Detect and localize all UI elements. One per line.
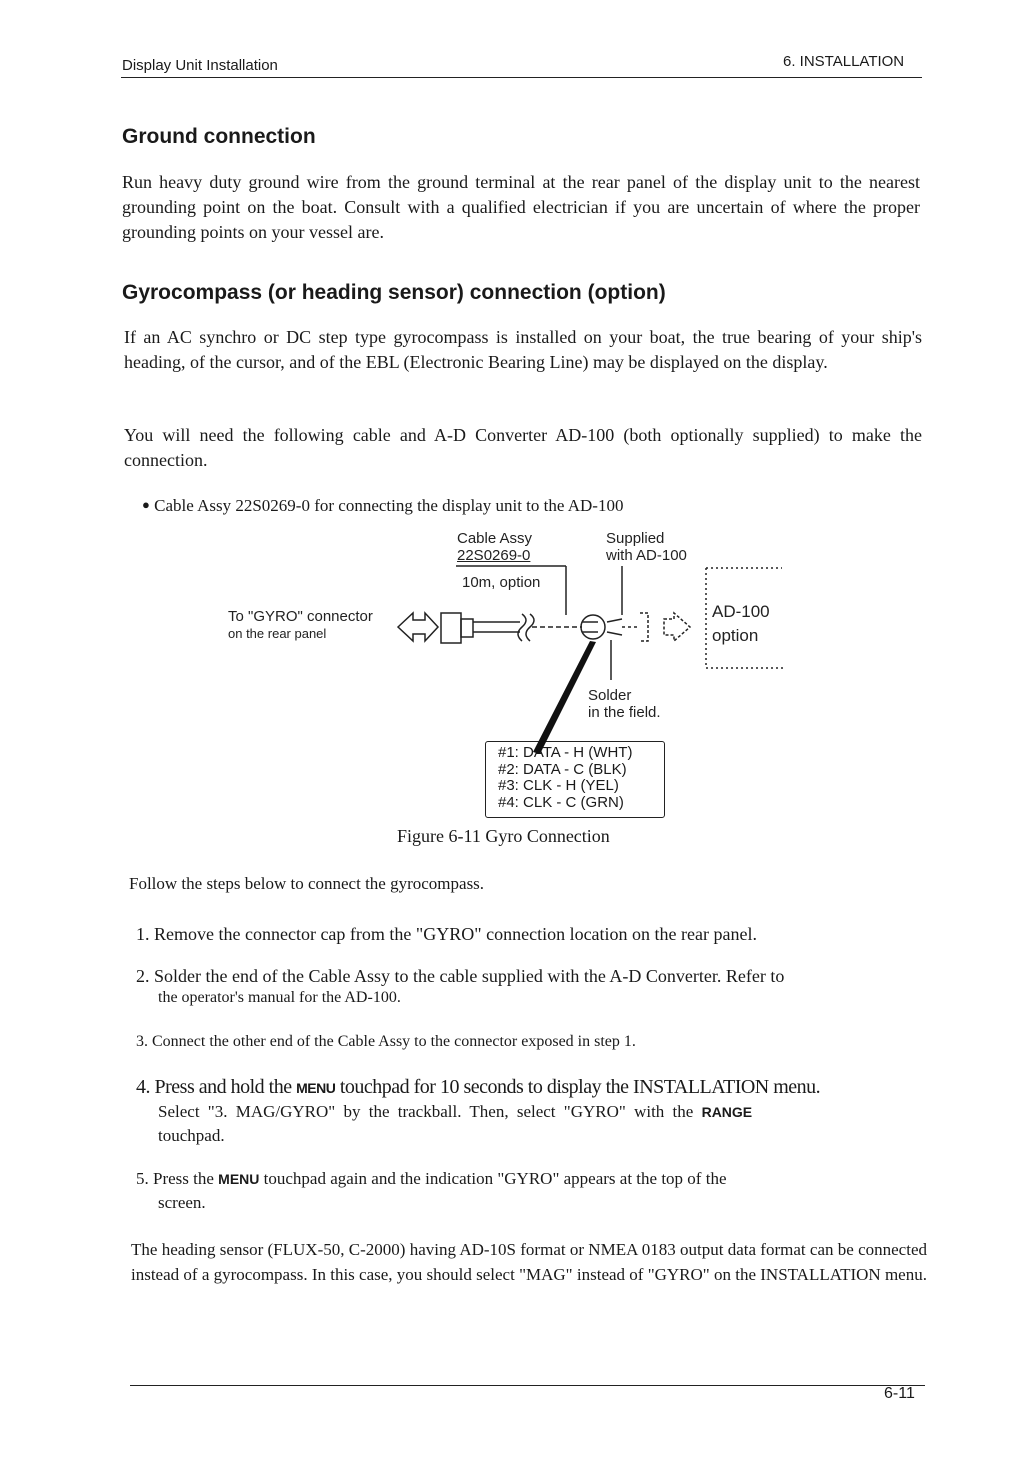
menu-key-label-2: MENU xyxy=(218,1171,260,1187)
closing-paragraph: The heading sensor (FLUX-50, C-2000) having AD-10S format or NMEA 0183 output data format can be connected instead of a gyrocompass. In this case, you should select "MAG" instead of "GYRO" on the INSTALLATION menu. xyxy=(131,1240,927,1284)
gyro-paragraph-1: If an AC synchro or DC step type gyrocompass is installed on your boat, the true bearing of your ship's heading, of the cursor, and of the EBL (Electronic Bearing Line) may be displayed on the display. xyxy=(124,327,922,372)
bullet-dot-icon: ● xyxy=(142,497,150,512)
ad100-box-outline xyxy=(706,568,786,668)
range-key-label: RANGE xyxy=(701,1104,753,1120)
menu-key-label: MENU xyxy=(296,1080,336,1096)
step-4: 4. Press and hold the MENU touchpad for 10 seconds to display the INSTALLATION menu. Select "3. MAG/GYRO" by the trackball. Then, select "GYRO" with the RANGE touchpad. xyxy=(136,1076,821,1145)
supplied-connector-icon xyxy=(640,613,648,641)
gyro-connector-label: To "GYRO" connector on the rear panel xyxy=(228,608,373,641)
figure-caption: Figure 6-11 Gyro Connection xyxy=(397,826,610,846)
solder-joint-icon xyxy=(581,615,605,639)
cable-length-label: 10m, option xyxy=(462,574,541,591)
wire-pointer xyxy=(533,641,596,754)
step-5: 5. Press the MENU touchpad again and the indication "GYRO" appears at the top of the screen. xyxy=(136,1169,727,1212)
footer-rule xyxy=(130,1385,925,1386)
gyro-heading: Gyrocompass (or heading sensor) connection (option) xyxy=(122,281,666,304)
solder-label: Solder in the field. xyxy=(588,687,661,721)
pin-3-label: #3: CLK - H (YEL) xyxy=(498,777,619,794)
pin-2-label: #2: DATA - C (BLK) xyxy=(498,760,627,778)
pin-1-label: #1: DATA - H (WHT) xyxy=(498,744,633,761)
pin-4-label: #4: CLK - C (GRN) xyxy=(498,793,624,811)
plug-connector-icon xyxy=(441,613,461,643)
step-3: 3. Connect the other end of the Cable Assy to the connector exposed in step 1. xyxy=(136,1033,636,1050)
running-header-right: 6. INSTALLATION xyxy=(783,53,905,70)
gyro-paragraph-2: You will need the following cable and A-D Converter AD-100 (both optionally supplied) to make the connection. xyxy=(124,425,922,470)
ad100-label: AD-100 option xyxy=(712,602,770,645)
supplied-arrow-icon xyxy=(664,613,690,641)
double-arrow-icon xyxy=(398,613,438,641)
step-1: 1. Remove the connector cap from the "GYRO" connection location on the rear panel. xyxy=(136,924,757,944)
cable-break-icon xyxy=(518,614,526,641)
steps-intro: Follow the steps below to connect the gyrocompass. xyxy=(129,874,485,893)
cable-assy-label: Cable Assy 22S0269-0 xyxy=(457,530,533,564)
ground-heading: Ground connection xyxy=(122,125,316,148)
running-header-left: Display Unit Installation xyxy=(122,57,278,74)
supplied-label: Supplied with AD-100 xyxy=(606,530,687,564)
ground-paragraph: Run heavy duty ground wire from the ground terminal at the rear panel of the display unit to the nearest grounding point on the boat. Consult with a qualified electrician if you are uncertain of where the proper grounding points on your vessel are. xyxy=(122,172,920,242)
bullet-text: Cable Assy 22S0269-0 for connecting the display unit to the AD-100 xyxy=(154,496,624,515)
page-number: 6-11 xyxy=(884,1385,915,1402)
step-2: 2. Solder the end of the Cable Assy to the cable supplied with the A-D Converter. Refer to the operator's manual for the AD-100. xyxy=(136,966,785,1006)
